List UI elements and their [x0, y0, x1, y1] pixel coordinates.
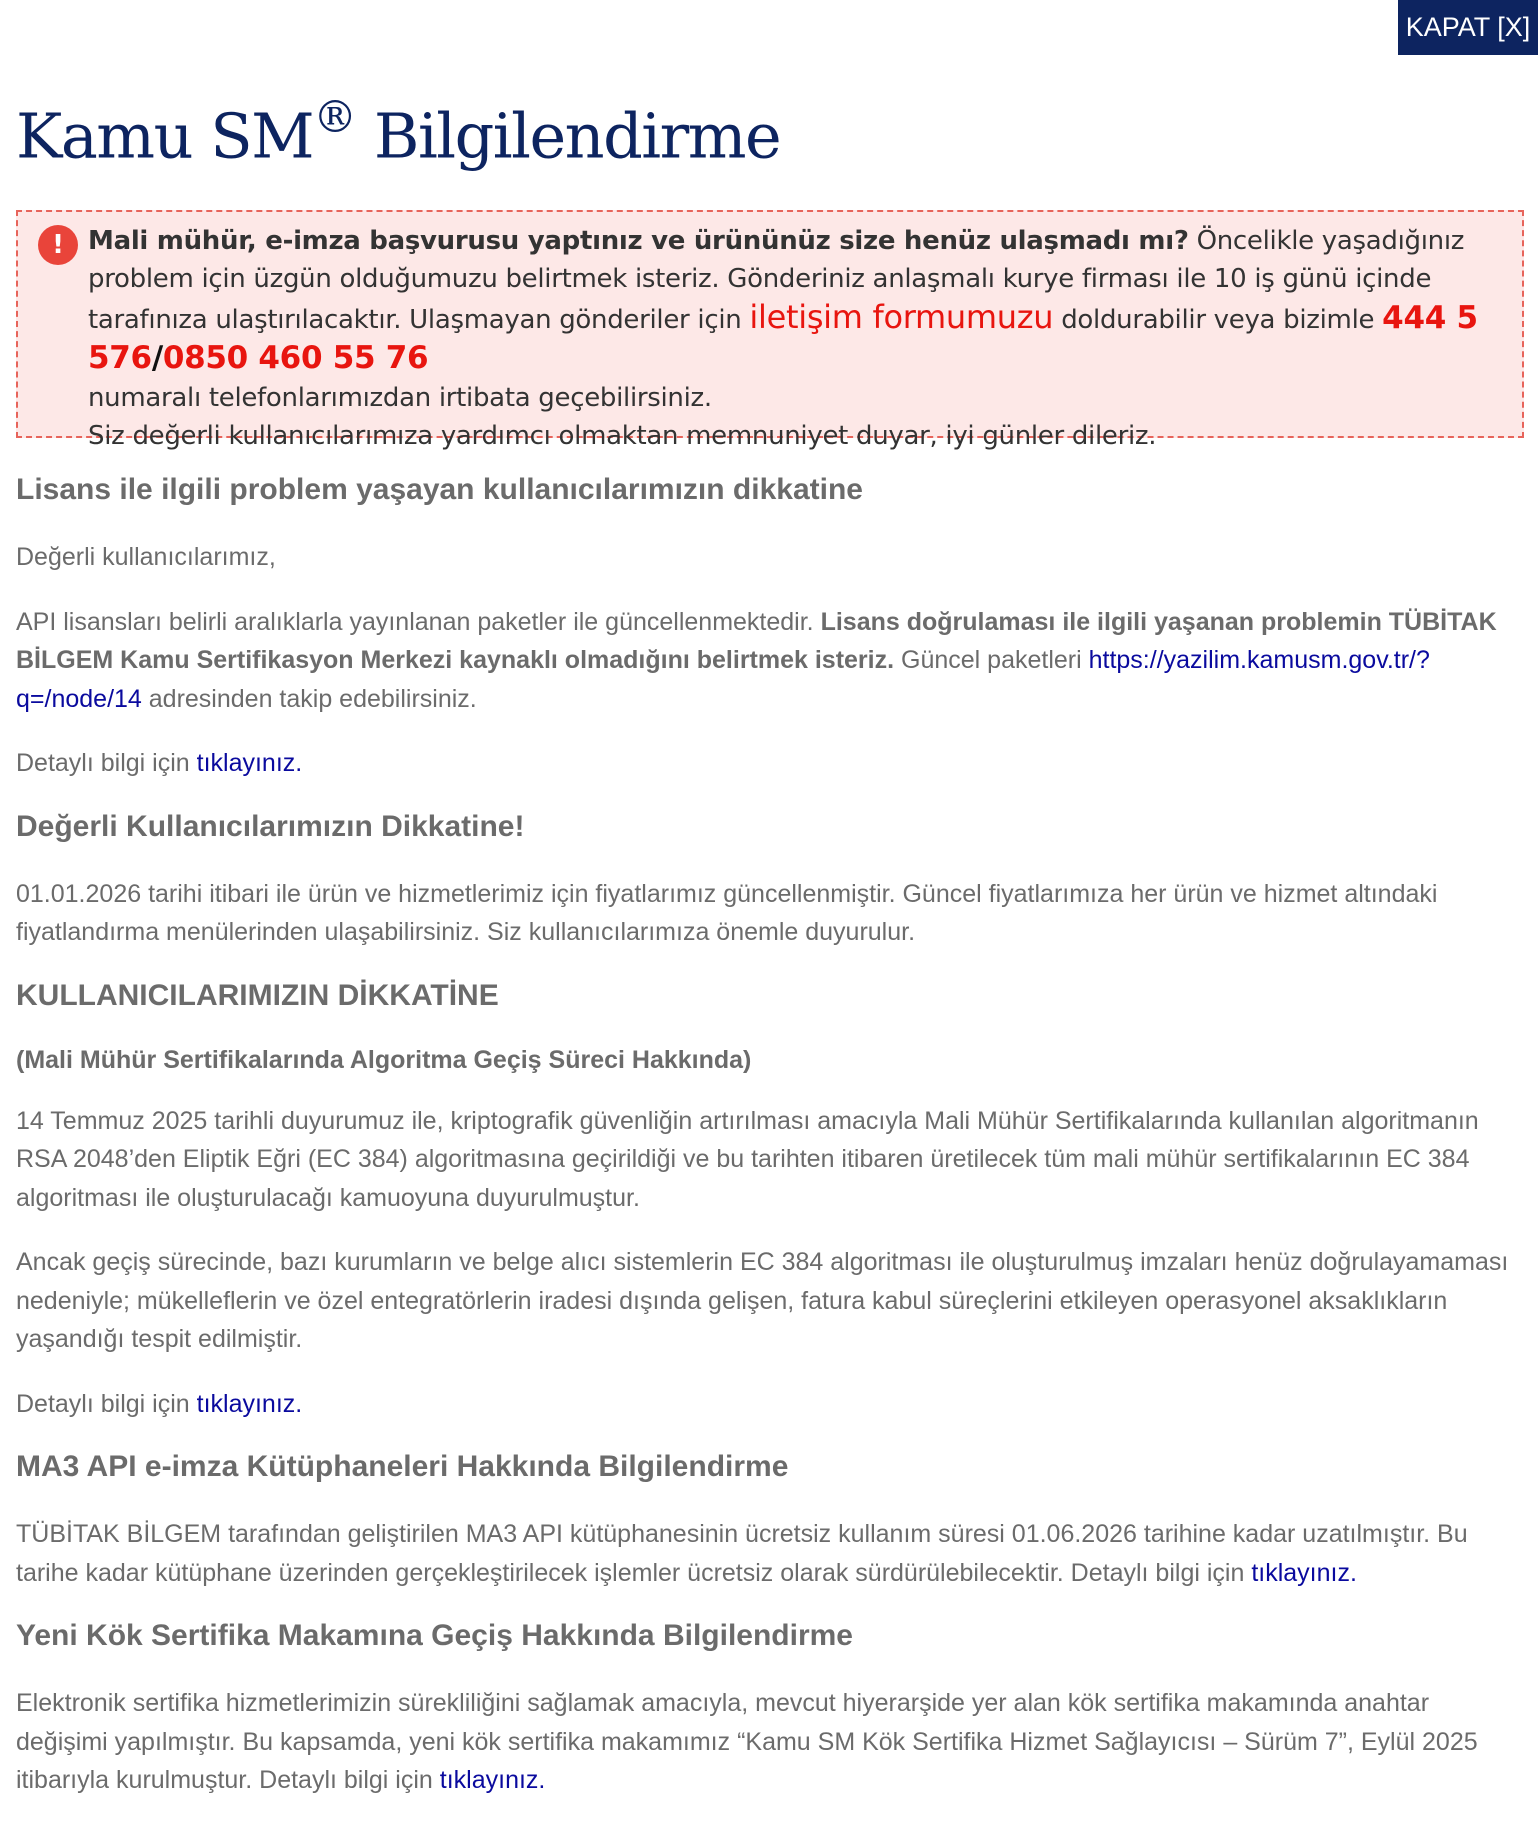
alert-text-1: Öncelikle yaşadığınız problem için üzgün olduğumuzu belirtmek isteriz. Gönderiniz anlaşmalı kurye firması ile 10 iş günü içinde tarafınıza ulaştırılacaktır. Ulaşmayan gönderiler için: [88, 226, 1465, 335]
license-paragraph: [16, 603, 1516, 719]
registered-mark: ®: [313, 92, 356, 143]
seal-detail-text: Detaylı bilgi için: [16, 1389, 197, 1418]
alert-text-2: doldurabilir veya bizimle: [1053, 305, 1383, 335]
ma3-text: TÜBİTAK BİLGEM tarafından geliştirilen MA3 API kütüphanesinin ücretsiz kullanım süresi 01.06.2026 tarihine kadar uzatılmıştır. Bu tarihe kadar kütüphane üzerinden gerçekleştirilecek işlemler ücretsiz olarak sürdürülebilecektir. Detaylı bilgi için: [16, 1520, 1468, 1587]
license-detail: [16, 744, 1516, 783]
license-heading: Lisans ile ilgili problem yaşayan kullanıcılarımızın dikkatine: [16, 473, 863, 506]
delivery-alert-box: [16, 210, 1524, 451]
ma3-detail-link[interactable]: tıklayınız.: [1251, 1558, 1357, 1587]
license-text-1: API lisansları belirli aralıklarla yayınlanan paketler ile güncellenmektedir.: [16, 607, 821, 636]
announcements: [16, 468, 1516, 1800]
page-title-main: Kamu SM: [16, 99, 314, 173]
root-cert-detail-link[interactable]: tıklayınız.: [439, 1766, 546, 1794]
root-cert-paragraph: [16, 1684, 1516, 1800]
phone-number-1: 444 5 576: [88, 300, 1478, 376]
license-text-3: adresinden takip edebilirsiniz.: [141, 684, 477, 713]
license-detail-link[interactable]: tıklayınız.: [196, 749, 303, 777]
prices-text: 01.01.2026 tarihi itibari ile ürün ve hizmetlerimiz için fiyatlarımız güncellenmiştir. Güncel fiyatlarımıza her ürün ve hizmet altındaki fiyatlandırma menülerinden ulaşabilirsiniz. Siz kullanıcılarımıza önemle duyurulur.: [16, 879, 1438, 946]
prices-heading: Değerli Kullanıcılarımızın Dikkatine!: [16, 809, 525, 843]
ma3-heading: MA3 API e-imza Kütüphaneleri Hakkında Bilgilendirme: [16, 1450, 789, 1483]
alert-text-4: Siz değerli kullanıcılarımıza yardımcı olmaktan memnuniyet duyar, iyi günler dileriz.: [88, 421, 1157, 451]
license-bold-text: Lisans doğrulaması ile ilgili yaşanan problemin TÜBİTAK BİLGEM Kamu Sertifikasyon Merkezi kaynaklı olmadığını belirtmek isteriz.: [16, 607, 1497, 674]
license-detail-text: Detaylı bilgi için: [16, 749, 197, 777]
seal-paragraph-2: Ancak geçiş sürecinde, bazı kurumların ve belge alıcı sistemlerin EC 384 algoritması ile oluşturulmuş imzaları henüz doğrulayamaması nedeniyle; mükelleflerin ve özel entegratörlerin iradesi dışında gelişen, fatura kabul süreçlerini etkileyen operasyonel aksaklıkların yaşandığı tespit edilmiştir.: [16, 1248, 1509, 1353]
contact-form-link[interactable]: iletişim formumuzu: [749, 298, 1054, 336]
root-cert-text: Elektronik sertifika hizmetlerimizin sürekliliğini sağlamak amacıyla, mevcut hiyerarşide yer alan kök sertifika makamında anahtar değişimi yapılmıştır. Bu kapsamda, yeni kök sertifika makamımız “Kamu SM Kök Sertifika Hizmet Sağlayıcısı – Sürüm 7”, Eylül 2025 itibarıyla kurulmuştur. Detaylı bilgi için: [16, 1689, 1478, 1794]
alert-question: Mali mühür, e-imza başvurusu yaptınız ve ürününüz size henüz ulaşmadı mı?: [88, 226, 1189, 256]
root-cert-heading: Yeni Kök Sertifika Makamına Geçiş Hakkında Bilgilendirme: [16, 1619, 853, 1652]
exclamation-circle-icon: !: [38, 225, 78, 265]
alert-text-3: numaralı telefonlarımızdan irtibata geçebilirsiniz.: [88, 383, 712, 413]
packages-url-link[interactable]: https://yazilim.kamusm.gov.tr/?q=/node/14: [16, 646, 1430, 713]
page-title: [16, 92, 781, 173]
phone-separator: /: [151, 340, 163, 376]
seal-paragraph-1: 14 Temmuz 2025 tarihli duyurumuz ile, kriptografik güvenliğin artırılması amacıyla Mali Mühür Sertifikalarında kullanılan algoritmanın RSA 2048’den Eliptik Eğri (EC 384) algoritmasına geçirildiği ve bu tarihten itibaren üretilecek tüm mali mühür sertifikalarının EC 384 algoritması ile oluşturulacağı kamuoyuna duyurulmuştur.: [16, 1106, 1479, 1212]
page-title-rest: Bilgilendirme: [373, 99, 781, 173]
ma3-paragraph: [16, 1515, 1516, 1592]
close-button[interactable]: KAPAT [X]: [1398, 0, 1538, 55]
alert-text: [88, 222, 1504, 455]
license-text-2: Güncel paketleri: [894, 646, 1089, 674]
seal-heading: KULLANICILARIMIZIN DİKKATİNE: [16, 978, 499, 1012]
seal-detail: [16, 1385, 1516, 1424]
seal-detail-link[interactable]: tıklayınız.: [196, 1389, 303, 1418]
seal-subheading: (Mali Mühür Sertifikalarında Algoritma Geçiş Süreci Hakkında): [16, 1045, 752, 1074]
license-greeting: Değerli kullanıcılarımız,: [16, 543, 276, 571]
phone-number-2: 0850 460 55 76: [162, 340, 429, 376]
